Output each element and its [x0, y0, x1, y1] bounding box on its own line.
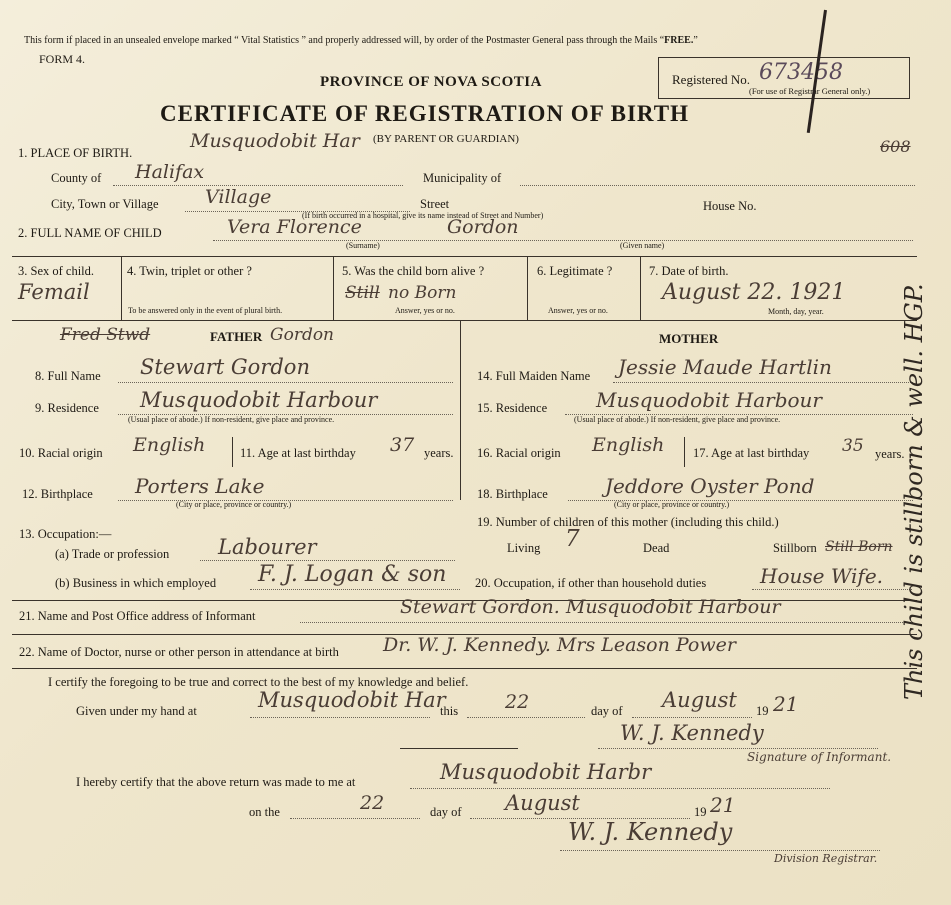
col-divider-2	[333, 256, 334, 320]
full-name-label: 2. FULL NAME OF CHILD	[18, 226, 162, 240]
twin-label: 4. Twin, triplet or other ?	[127, 264, 252, 278]
business-label: (b) Business in which employed	[55, 576, 217, 590]
parents-top-divider	[12, 320, 917, 321]
signature-informant-label: Signature of Informant.	[747, 750, 892, 764]
father-age-value: 37	[390, 434, 415, 456]
father-age-label: 11. Age at last birthday	[240, 446, 356, 460]
given-day-value: 22	[505, 691, 530, 713]
father-name-value: Stewart Gordon	[140, 355, 310, 379]
father-struck-name: Fred Stwd	[60, 325, 151, 345]
blank-signature-line	[400, 748, 518, 749]
on-month-value: August	[505, 791, 580, 815]
father-age-divider	[232, 437, 233, 467]
trade-value: Labourer	[218, 535, 317, 559]
parents-center-divider	[460, 320, 461, 500]
stillborn-label: Stillborn	[773, 541, 817, 555]
on-the-label: on the	[249, 805, 280, 819]
city-label: City, Town or Village	[51, 197, 159, 211]
legitimate-note: Answer, yes or no.	[548, 306, 608, 315]
full-name-line	[213, 240, 913, 241]
given-this-label: this	[440, 704, 459, 718]
given-year-value: 21	[773, 692, 799, 716]
mother-racial-label: 16. Racial origin	[477, 446, 561, 460]
father-birthplace-label: 12. Birthplace	[22, 487, 93, 501]
father-heading: FATHER	[210, 329, 263, 344]
mother-occupation-value: House Wife.	[760, 564, 884, 588]
informant-signature-line	[598, 748, 878, 749]
hospital-note: (If birth occurred in a hospital, give its name instead of Street and Number)	[302, 211, 544, 220]
hereby-statement: I hereby certify that the above return was made to me at	[76, 775, 356, 789]
mother-racial-value: English	[592, 434, 665, 456]
corner-note: 608	[880, 137, 911, 156]
father-residence-note: (Usual place of abode.) If non-resident, give place and province.	[128, 415, 335, 424]
alive-label: 5. Was the child born alive ?	[342, 264, 485, 278]
father-racial-value: English	[133, 434, 206, 456]
certificate-title: CERTIFICATE OF REGISTRATION OF BIRTH	[160, 101, 689, 126]
division-registrar-label: Division Registrar.	[774, 852, 878, 865]
full-name-given-value: Gordon	[447, 216, 519, 238]
registrar-signature: W. J. Kennedy	[568, 818, 733, 846]
mother-occupation-line	[752, 589, 912, 590]
registered-number-box	[658, 57, 910, 99]
father-name-label: 8. Full Name	[35, 369, 101, 383]
given-year-prefix: 19	[756, 704, 769, 718]
given-at-line	[250, 717, 430, 718]
informant-signature: W. J. Kennedy	[620, 721, 764, 745]
mother-residence-note: (Usual place of abode.) If non-resident, give place and province.	[574, 415, 781, 424]
mail-notice	[24, 36, 698, 46]
notice-suffix: ”	[693, 35, 698, 46]
municipality-line	[520, 185, 915, 186]
col-divider-3	[527, 256, 528, 320]
on-year-value: 21	[710, 793, 736, 817]
sex-label: 3. Sex of child.	[18, 264, 95, 278]
house-no-label: House No.	[703, 199, 757, 213]
certificate-subtitle: (BY PARENT OR GUARDIAN)	[373, 133, 519, 145]
stillborn-value: Still Born	[825, 539, 893, 555]
mother-heading: MOTHER	[659, 331, 719, 346]
doctor-label: 22. Name of Doctor, nurse or other person in attendance at birth	[19, 645, 339, 659]
county-value: Halifax	[135, 161, 205, 183]
trade-line	[200, 560, 455, 561]
given-day-of-label: day of	[591, 704, 623, 718]
province-heading: PROVINCE OF NOVA SCOTIA	[320, 74, 542, 90]
father-name-line	[118, 382, 453, 383]
business-value: F. J. Logan & son	[258, 562, 447, 587]
col-divider-1	[121, 256, 122, 320]
mother-age-divider	[684, 437, 685, 467]
living-label: Living	[507, 541, 541, 555]
date-of-birth-label: 7. Date of birth.	[649, 264, 729, 278]
mother-age-value: 35	[842, 436, 864, 456]
on-day-value: 22	[360, 792, 385, 814]
mother-birthplace-value: Jeddore Oyster Pond	[605, 474, 815, 498]
notice-free: FREE.	[664, 35, 694, 46]
form-number: FORM 4.	[39, 52, 86, 66]
father-years-label: years.	[424, 446, 454, 460]
on-day-of-label: day of	[430, 805, 462, 819]
date-of-birth-value: August 22. 1921	[662, 280, 846, 305]
dead-label: Dead	[643, 541, 670, 555]
given-month-value: August	[662, 688, 737, 712]
father-surname: Gordon	[270, 325, 335, 345]
notice-prefix: This form if placed in an unsealed envelope marked “ Vital Statistics ” and properly addressed will, by order of the Postmaster General pass through the Mails “	[24, 35, 665, 46]
row-divider-top	[12, 256, 917, 257]
given-day-line	[467, 717, 585, 718]
registrar-signature-line	[560, 850, 880, 851]
on-year-prefix: 19	[694, 805, 707, 819]
informant-value: Stewart Gordon. Musquodobit Harbour	[400, 596, 781, 618]
informant-line	[300, 622, 913, 623]
registrar-note: (For use of Registrar General only.)	[749, 86, 871, 96]
given-at-value: Musquodobit Har	[258, 688, 446, 712]
city-value: Village	[205, 186, 272, 208]
place-of-birth-label: 1. PLACE OF BIRTH.	[18, 146, 133, 160]
sex-value: Femail	[18, 280, 90, 304]
mother-years-label: years.	[875, 447, 905, 461]
legitimate-label: 6. Legitimate ?	[537, 264, 613, 278]
col-divider-4	[640, 256, 641, 320]
business-line	[250, 589, 460, 590]
mother-name-line	[613, 382, 913, 383]
alive-struck-value: Still	[345, 283, 380, 303]
registered-label: Registered No.	[672, 72, 750, 87]
mother-birthplace-note: (City or place, province or country.)	[614, 500, 730, 509]
alive-value: no Born	[388, 283, 457, 303]
given-month-line	[632, 717, 752, 718]
informant-label: 21. Name and Post Office address of Informant	[19, 609, 256, 623]
mother-birthplace-label: 18. Birthplace	[477, 487, 548, 501]
father-racial-label: 10. Racial origin	[19, 446, 103, 460]
surname-note: (Surname)	[346, 241, 380, 250]
children-label: 19. Number of children of this mother (including this child.)	[477, 515, 779, 529]
alive-note: Answer, yes or no.	[395, 306, 455, 315]
father-residence-label: 9. Residence	[35, 401, 99, 415]
certification-divider	[12, 668, 917, 669]
father-residence-value: Musquodobit Harbour	[140, 388, 378, 412]
twin-note: To be answered only in the event of plural birth.	[128, 306, 283, 315]
mother-residence-label: 15. Residence	[477, 401, 548, 415]
mother-occupation-label: 20. Occupation, if other than household duties	[475, 576, 707, 590]
county-label: County of	[51, 171, 102, 185]
full-name-surname-value: Vera Florence	[227, 216, 362, 238]
registered-number: 673458	[759, 60, 843, 85]
occupation-label: 13. Occupation:—	[19, 527, 112, 541]
trade-label: (a) Trade or profession	[55, 547, 170, 561]
street-label: Street	[420, 197, 450, 211]
living-value: 7	[565, 526, 580, 552]
certify-statement: I certify the foregoing to be true and correct to the best of my knowledge and belief.	[48, 675, 469, 689]
given-name-note: (Given name)	[620, 241, 665, 250]
mother-name-value: Jessie Maude Hartlin	[618, 355, 832, 379]
given-under-label: Given under my hand at	[76, 704, 197, 718]
side-note: This child is stillborn & well. HGP.	[900, 283, 928, 700]
father-birthplace-value: Porters Lake	[135, 474, 265, 498]
doctor-value: Dr. W. J. Kennedy. Mrs Leason Power	[383, 634, 736, 656]
made-at-value: Musquodobit Harbr	[440, 760, 652, 784]
municipality-label: Municipality of	[423, 171, 502, 185]
made-at-line	[410, 788, 830, 789]
on-day-line	[290, 818, 420, 819]
mother-age-label: 17. Age at last birthday	[693, 446, 810, 460]
mother-name-label: 14. Full Maiden Name	[477, 369, 591, 383]
date-note: Month, day, year.	[768, 307, 824, 316]
place-of-birth-value: Musquodobit Har	[190, 130, 360, 152]
father-birthplace-note: (City or place, province or country.)	[176, 500, 292, 509]
mother-residence-value: Musquodobit Harbour	[596, 388, 822, 412]
